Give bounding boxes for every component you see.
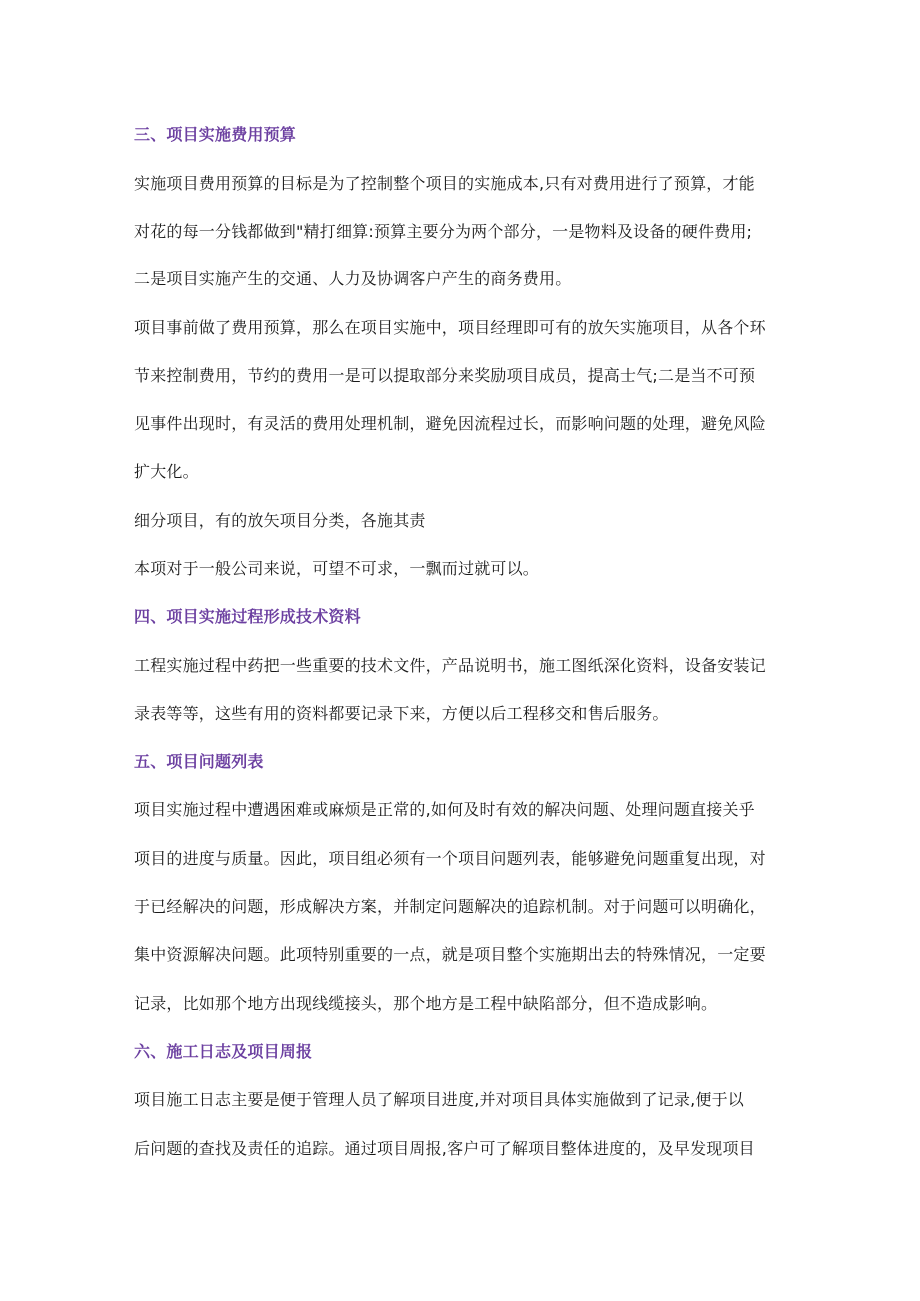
paragraph-line: 记录，比如那个地方出现线缆接头，那个地方是工程中缺陷部分，但不造成影响。: [134, 994, 718, 1013]
paragraph-line: 项目施工日志主要是便于管理人员了解项目进度,并对项目具体实施做到了记录,便于以: [134, 1090, 744, 1109]
paragraph-line: 项目的进度与质量。因此，项目组必须有一个项目问题列表，能够避免问题重复出现，对: [134, 849, 766, 868]
paragraph-line: 本项对于一般公司来说，可望不可求，一飘而过就可以。: [134, 559, 540, 578]
paragraph-line: 集中资源解决问题。此项特别重要的一点，就是项目整个实施期出去的特殊情况，一定要: [134, 945, 766, 964]
paragraph-line: 录表等等，这些有用的资料都要记录下来，方便以后工程移交和售后服务。: [134, 704, 669, 723]
paragraph-line: 于已经解决的问题，形成解决方案，并制定问题解决的追踪机制。对于问题可以明确化，: [134, 897, 766, 916]
paragraph-line: 对花的每一分钱都做到"精打细算:预算主要分为两个部分，一是物料及设备的硬件费用;: [134, 222, 753, 241]
paragraph-line: 二是项目实施产生的交通、人力及协调客户产生的商务费用。: [134, 269, 572, 288]
section-heading-3: 三、项目实施费用预算: [134, 125, 297, 144]
section-heading-6: 六、施工日志及项目周报: [134, 1042, 313, 1061]
paragraph-line: 工程实施过程中药把一些重要的技术文件，产品说明书，施工图纸深化资料，设备安装记: [134, 656, 766, 675]
paragraph-line: 项目事前做了费用预算，那么在项目实施中，项目经理即可有的放矢实施项目，从各个环: [134, 318, 766, 337]
section-heading-5: 五、项目问题列表: [134, 752, 264, 771]
paragraph-line: 实施项目费用预算的目标是为了控制整个项目的实施成本,只有对费用进行了预算，才能: [134, 174, 755, 193]
paragraph-line: 后问题的查找及责任的追踪。通过项目周报,客户可了解项目整体进度的，及早发现项目: [134, 1139, 755, 1158]
paragraph-line: 扩大化。: [134, 462, 199, 481]
paragraph-line: 节来控制费用，节约的费用一是可以提取部分来奖励项目成员，提高士气;二是当不可预: [134, 366, 756, 385]
paragraph-line: 见事件出现时，有灵活的费用处理机制，避免因流程过长，而影响问题的处理，避免风险: [134, 414, 766, 433]
section-heading-4: 四、项目实施过程形成技术资料: [134, 607, 361, 626]
paragraph-line: 细分项目，有的放矢项目分类，各施其责: [134, 511, 426, 530]
paragraph-line: 项目实施过程中遭遇困难或麻烦是正常的,如何及时有效的解决问题、处理问题直接关乎: [134, 800, 755, 819]
